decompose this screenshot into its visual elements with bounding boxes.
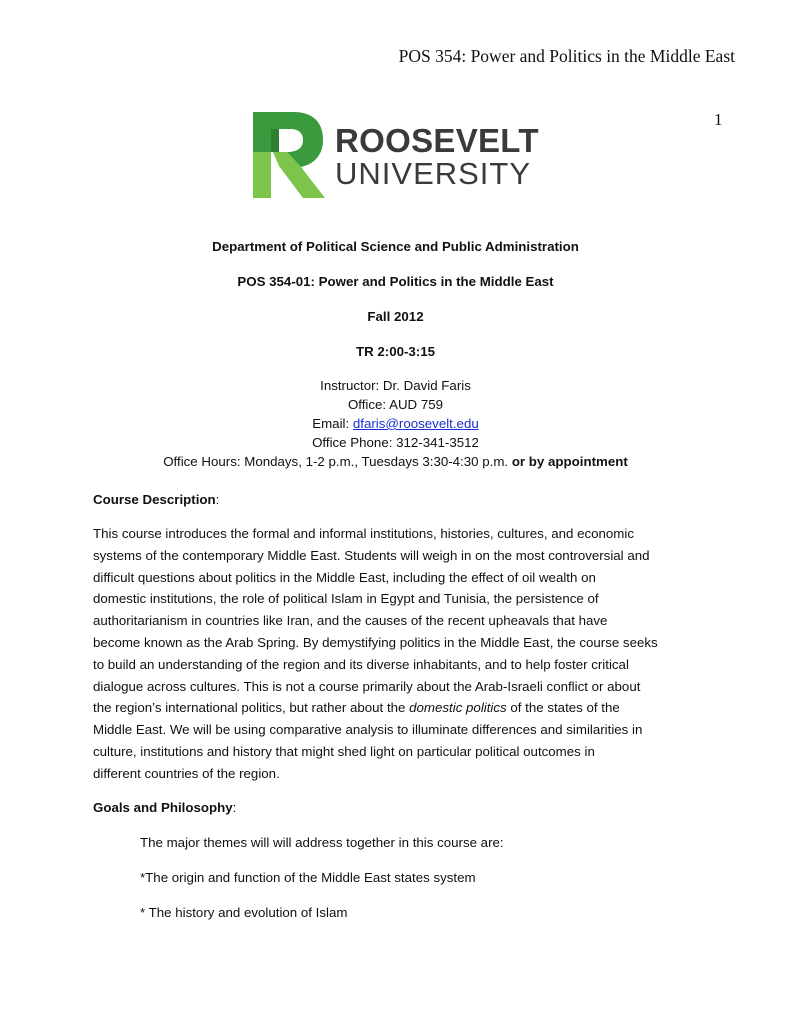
- university-logo: [253, 112, 543, 200]
- paragraph-line: systems of the contemporary Middle East. Students will weigh in on the most controversial and: [93, 547, 650, 563]
- paragraph-line: Middle East. We will be using comparative analysis to illuminate differences and similarities in: [93, 722, 643, 738]
- paragraph-line: become known as the Arab Spring. By demystifying politics in the Middle East, the course seeks: [93, 634, 658, 650]
- logo-wordmark-line2: UNIVERSITY: [335, 156, 532, 191]
- paragraph-line: to build an understanding of the region and its diverse inhabitants, and to help foster critical: [93, 656, 629, 672]
- office-hours-line: [0, 452, 791, 471]
- office-hours-text: Office Hours: Mondays, 1-2 p.m., Tuesdays 3:30-4:30 p.m.: [163, 454, 509, 469]
- theme-item: *The origin and function of the Middle East states system: [140, 870, 476, 885]
- course-description-paragraph: [93, 523, 701, 785]
- paragraph-line: authoritarianism in countries like Iran, and the causes of the recent upheavals that have: [93, 613, 608, 629]
- logo-wordmark-line1: ROOSEVELT: [335, 122, 539, 159]
- paragraph-line: dialogue across cultures. This is not a course primarily about the Arab-Israeli conflict or about: [93, 678, 641, 694]
- paragraph-line: the region’s international politics, but rather about the domestic politics of the states of the: [93, 700, 620, 716]
- office-hours-appointment: or by appointment: [511, 454, 628, 469]
- department-heading: Department of Political Science and Public Administration: [212, 239, 579, 254]
- logo-r-mark-icon: [253, 112, 325, 198]
- course-description-heading: Course Description:: [93, 492, 220, 507]
- paragraph-line: domestic institutions, the role of political Islam in Egypt and Tunisia, the persistence of: [93, 591, 599, 607]
- theme-item: * The history and evolution of Islam: [140, 905, 348, 920]
- course-title: POS 354-01: Power and Politics in the Middle East: [237, 274, 554, 289]
- phone-line: Office Phone: 312-341-3512: [312, 435, 479, 450]
- paragraph-line: This course introduces the formal and informal institutions, histories, cultures, and economic: [93, 526, 634, 541]
- emphasis-domestic-politics: domestic politics: [409, 700, 507, 716]
- instructor-line: Instructor: Dr. David Faris: [320, 378, 471, 393]
- goals-heading: Goals and Philosophy:: [93, 800, 237, 815]
- email-line: [0, 414, 791, 433]
- schedule: TR 2:00-3:15: [355, 344, 436, 359]
- paragraph-line: different countries of the region.: [93, 765, 280, 781]
- goals-intro: The major themes will will address together in this course are:: [140, 835, 504, 850]
- page-number: 1: [714, 110, 723, 129]
- paragraph-line: difficult questions about politics in the Middle East, including the effect of oil wealth on: [93, 569, 596, 585]
- term: Fall 2012: [367, 309, 424, 324]
- office-line: Office: AUD 759: [347, 397, 444, 412]
- email-link[interactable]: dfaris@roosevelt.edu: [352, 416, 479, 431]
- running-header-title: POS 354: Power and Politics in the Middle East: [398, 46, 735, 66]
- email-label: Email:: [312, 416, 350, 431]
- paragraph-line: culture, institutions and history that might shed light on particular political outcomes in: [93, 743, 595, 759]
